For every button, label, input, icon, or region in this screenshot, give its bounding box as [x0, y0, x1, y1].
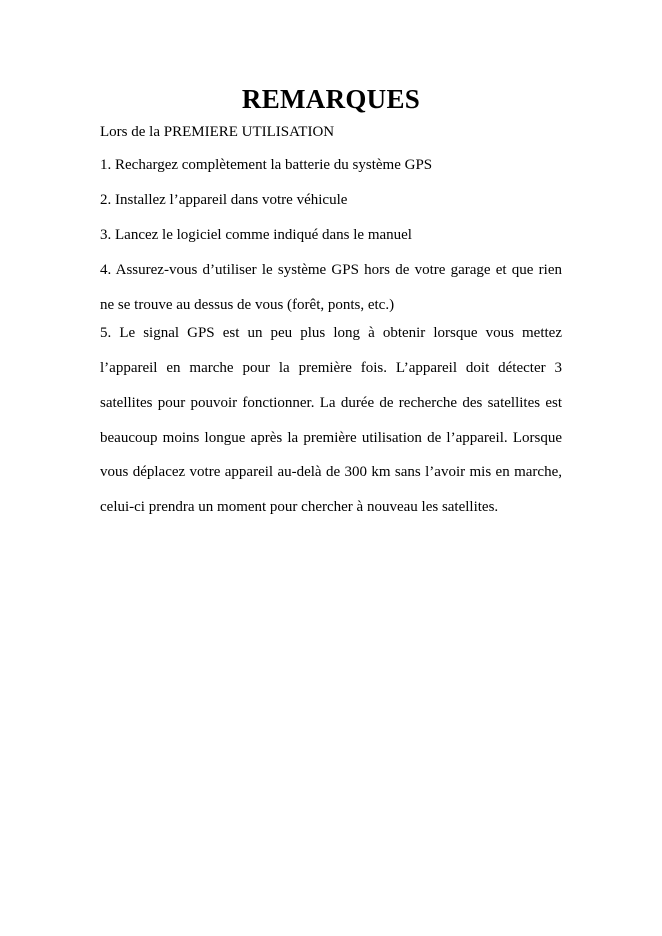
remark-item-1: 1. Rechargez complètement la batterie du système GPS	[100, 157, 433, 173]
intro-text: Lors de la PREMIERE UTILISATION	[100, 124, 335, 140]
remark-item-3: 3. Lancez le logiciel comme indiqué dans le manuel	[100, 227, 412, 243]
remark-item-4: 4. Assurez-vous d’utiliser le système GPS hors de votre garage et que rien ne se trouve au dessus de vous (forêt, ponts, etc.)	[100, 262, 562, 313]
remark-item-5: 5. Le signal GPS est un peu plus long à obtenir lorsque vous mettez l’appareil en marche pour la première fois. L’appareil doit détecter 3 satellites pour pouvoir fonctionner. La durée de recherche des satellites est beaucoup moins longue après la première utilisation de l’appareil. Lorsque vous déplacez votre appareil au-delà de 300 km sans l’avoir mis en marche, celui-ci prendra un moment pour chercher à nouveau les satellites.	[100, 325, 562, 515]
remark-item-2: 2. Installez l’appareil dans votre véhicule	[100, 192, 348, 208]
page-title: REMARQUES	[241, 84, 421, 114]
remarks-list	[100, 154, 562, 525]
